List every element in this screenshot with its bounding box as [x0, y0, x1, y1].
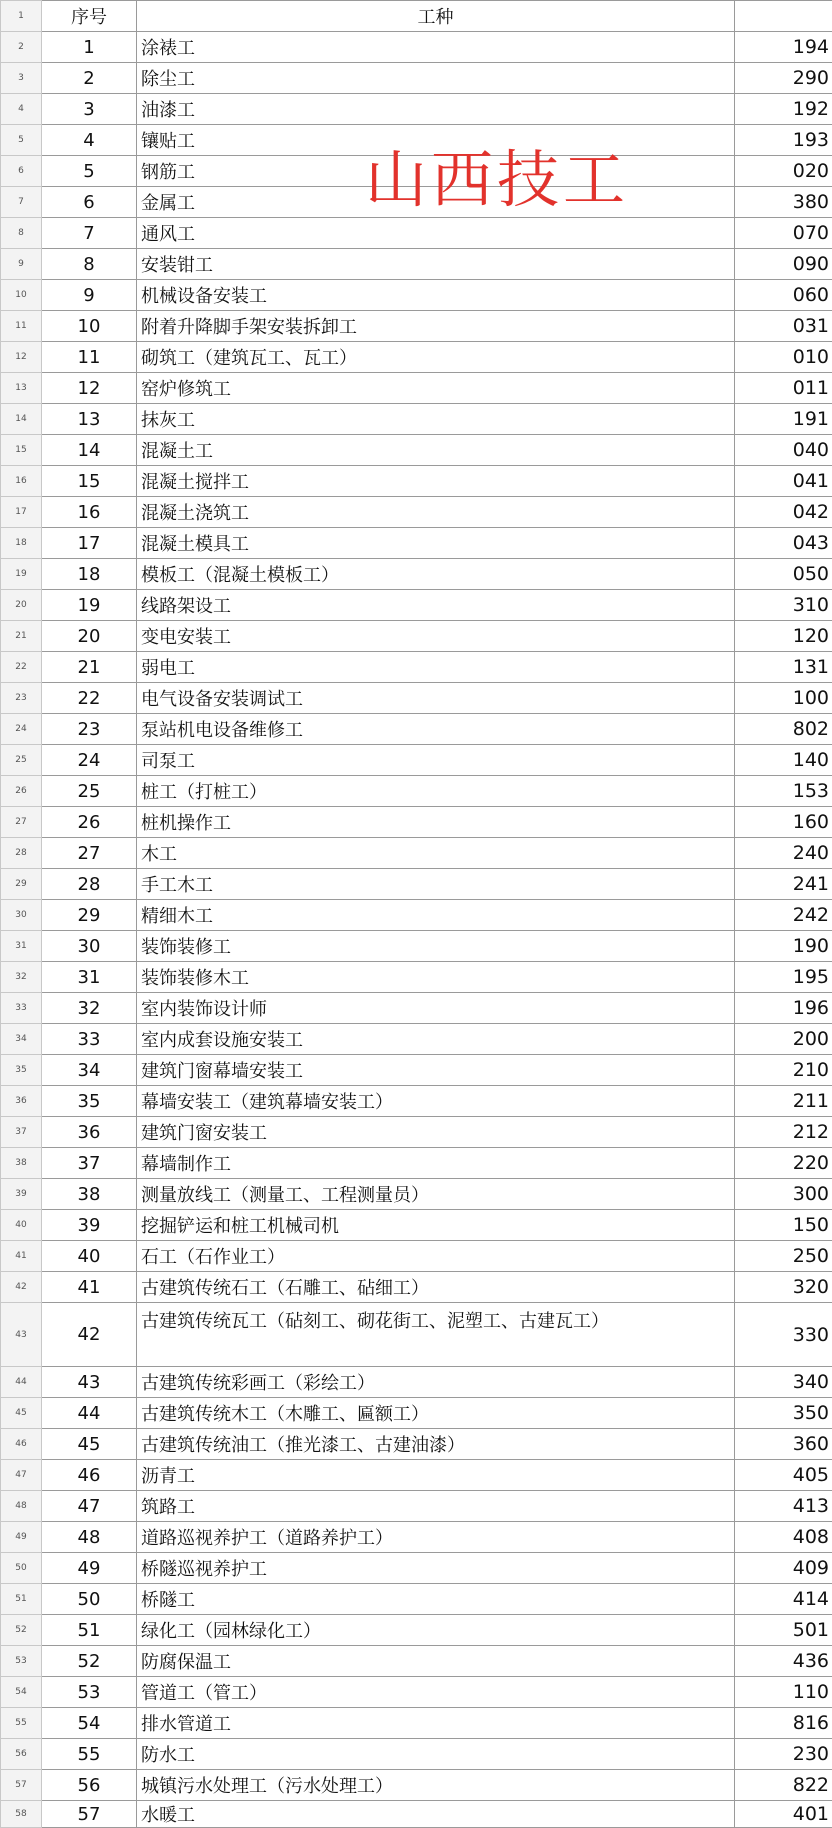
row-number[interactable]: 34 — [1, 1024, 42, 1055]
work-type-cell[interactable]: 古建筑传统木工（木雕工、匾额工） — [137, 1398, 735, 1429]
seq-cell[interactable]: 48 — [42, 1522, 137, 1553]
table-row — [1, 714, 832, 745]
seq-cell[interactable]: 32 — [42, 993, 137, 1024]
table-row — [1, 1739, 832, 1770]
seq-cell[interactable]: 43 — [42, 1367, 137, 1398]
seq-cell[interactable]: 18 — [42, 559, 137, 590]
code-cell[interactable]: 822 — [735, 1770, 832, 1801]
seq-cell[interactable]: 42 — [42, 1303, 137, 1367]
row-number[interactable]: 52 — [1, 1615, 42, 1646]
row-number[interactable]: 3 — [1, 63, 42, 94]
table-row — [1, 125, 832, 156]
work-type-cell[interactable]: 室内成套设施安装工 — [137, 1024, 735, 1055]
work-type-cell[interactable]: 砌筑工（建筑瓦工、瓦工） — [137, 342, 735, 373]
code-cell[interactable]: 060 — [735, 280, 832, 311]
seq-cell[interactable]: 1 — [42, 32, 137, 63]
row-number[interactable]: 13 — [1, 373, 42, 404]
seq-cell[interactable]: 34 — [42, 1055, 137, 1086]
table-row — [1, 590, 832, 621]
row-number[interactable]: 36 — [1, 1086, 42, 1117]
code-cell[interactable]: 011 — [735, 373, 832, 404]
table-row — [1, 1241, 832, 1272]
work-type-cell[interactable]: 抹灰工 — [137, 404, 735, 435]
row-number[interactable]: 57 — [1, 1770, 42, 1801]
code-cell[interactable]: 240 — [735, 838, 832, 869]
work-type-cell[interactable]: 室内装饰设计师 — [137, 993, 735, 1024]
seq-cell[interactable]: 41 — [42, 1272, 137, 1303]
seq-cell[interactable]: 56 — [42, 1770, 137, 1801]
work-type-cell[interactable]: 精细木工 — [137, 900, 735, 931]
code-cell[interactable]: 194 — [735, 32, 832, 63]
work-type-cell[interactable]: 镶贴工 — [137, 125, 735, 156]
seq-cell[interactable]: 12 — [42, 373, 137, 404]
row-number[interactable]: 40 — [1, 1210, 42, 1241]
work-type-cell[interactable]: 排水管道工 — [137, 1708, 735, 1739]
row-number[interactable]: 20 — [1, 590, 42, 621]
row-number[interactable]: 41 — [1, 1241, 42, 1272]
work-type-cell[interactable]: 桥隧工 — [137, 1584, 735, 1615]
code-cell[interactable]: 070 — [735, 218, 832, 249]
row-number[interactable]: 25 — [1, 745, 42, 776]
table-row — [1, 838, 832, 869]
table-row — [1, 652, 832, 683]
table-row — [1, 94, 832, 125]
header-work-type[interactable]: 工种 — [137, 1, 735, 32]
seq-cell[interactable]: 23 — [42, 714, 137, 745]
table-row — [1, 1148, 832, 1179]
row-number[interactable]: 9 — [1, 249, 42, 280]
work-type-cell[interactable]: 除尘工 — [137, 63, 735, 94]
table-row — [1, 1584, 832, 1615]
seq-cell[interactable]: 37 — [42, 1148, 137, 1179]
table-row — [1, 1303, 832, 1367]
work-type-cell[interactable]: 古建筑传统油工（推光漆工、古建油漆） — [137, 1429, 735, 1460]
table-row — [1, 900, 832, 931]
work-type-cell[interactable]: 石工（石作业工） — [137, 1241, 735, 1272]
table-row — [1, 466, 832, 497]
work-type-cell[interactable]: 装饰装修工 — [137, 931, 735, 962]
seq-cell[interactable]: 40 — [42, 1241, 137, 1272]
seq-cell[interactable]: 3 — [42, 94, 137, 125]
table-row — [1, 1460, 832, 1491]
work-type-cell[interactable]: 油漆工 — [137, 94, 735, 125]
work-type-cell[interactable]: 筑路工 — [137, 1491, 735, 1522]
seq-cell[interactable]: 10 — [42, 311, 137, 342]
work-type-cell[interactable]: 古建筑传统石工（石雕工、砧细工） — [137, 1272, 735, 1303]
work-type-cell[interactable]: 防水工 — [137, 1739, 735, 1770]
row-number[interactable]: 31 — [1, 931, 42, 962]
table-row — [1, 187, 832, 218]
work-type-cell[interactable]: 古建筑传统彩画工（彩绘工） — [137, 1367, 735, 1398]
work-type-cell[interactable]: 管道工（管工） — [137, 1677, 735, 1708]
seq-cell[interactable]: 49 — [42, 1553, 137, 1584]
table-row — [1, 1491, 832, 1522]
table-row — [1, 807, 832, 838]
row-number[interactable]: 7 — [1, 187, 42, 218]
row-number[interactable]: 12 — [1, 342, 42, 373]
seq-cell[interactable]: 45 — [42, 1429, 137, 1460]
code-cell[interactable]: 020 — [735, 156, 832, 187]
table-row — [1, 1086, 832, 1117]
row-number[interactable]: 32 — [1, 962, 42, 993]
code-cell[interactable]: 050 — [735, 559, 832, 590]
row-number[interactable]: 37 — [1, 1117, 42, 1148]
row-number[interactable]: 55 — [1, 1708, 42, 1739]
table-row — [1, 1272, 832, 1303]
code-cell[interactable]: 196 — [735, 993, 832, 1024]
work-type-cell[interactable]: 建筑门窗幕墙安装工 — [137, 1055, 735, 1086]
table-row — [1, 373, 832, 404]
seq-cell[interactable]: 8 — [42, 249, 137, 280]
work-type-cell[interactable]: 木工 — [137, 838, 735, 869]
work-type-cell[interactable]: 桩机操作工 — [137, 807, 735, 838]
seq-cell[interactable]: 38 — [42, 1179, 137, 1210]
row-number[interactable]: 16 — [1, 466, 42, 497]
table-row — [1, 869, 832, 900]
row-number[interactable]: 54 — [1, 1677, 42, 1708]
table-row — [1, 1770, 832, 1801]
code-cell[interactable]: 043 — [735, 528, 832, 559]
row-number[interactable]: 45 — [1, 1398, 42, 1429]
table-row — [1, 1801, 832, 1828]
code-cell[interactable]: 010 — [735, 342, 832, 373]
row-number[interactable]: 50 — [1, 1553, 42, 1584]
row-number[interactable]: 1 — [1, 1, 42, 32]
seq-cell[interactable]: 53 — [42, 1677, 137, 1708]
row-number[interactable]: 33 — [1, 993, 42, 1024]
seq-cell[interactable]: 6 — [42, 187, 137, 218]
row-number[interactable]: 51 — [1, 1584, 42, 1615]
table-row — [1, 1398, 832, 1429]
row-number[interactable]: 5 — [1, 125, 42, 156]
row-number[interactable]: 58 — [1, 1801, 42, 1828]
code-cell[interactable]: 110 — [735, 1677, 832, 1708]
row-number[interactable]: 29 — [1, 869, 42, 900]
code-cell[interactable]: 160 — [735, 807, 832, 838]
seq-cell[interactable]: 19 — [42, 590, 137, 621]
code-cell[interactable]: 193 — [735, 125, 832, 156]
work-type-cell[interactable]: 防腐保温工 — [137, 1646, 735, 1677]
table-row — [1, 931, 832, 962]
work-type-cell[interactable]: 安装钳工 — [137, 249, 735, 280]
code-cell[interactable]: 310 — [735, 590, 832, 621]
table-row — [1, 1024, 832, 1055]
seq-cell[interactable]: 33 — [42, 1024, 137, 1055]
row-number[interactable]: 46 — [1, 1429, 42, 1460]
work-type-cell[interactable]: 混凝土搅拌工 — [137, 466, 735, 497]
seq-cell[interactable]: 17 — [42, 528, 137, 559]
code-cell[interactable]: 195 — [735, 962, 832, 993]
table-row — [1, 1179, 832, 1210]
code-cell[interactable]: 040 — [735, 435, 832, 466]
row-number[interactable]: 56 — [1, 1739, 42, 1770]
code-cell[interactable]: 100 — [735, 683, 832, 714]
row-number[interactable]: 53 — [1, 1646, 42, 1677]
table-row — [1, 1615, 832, 1646]
code-cell[interactable]: 250 — [735, 1241, 832, 1272]
table-row — [1, 962, 832, 993]
header-row — [1, 1, 832, 32]
seq-cell[interactable]: 55 — [42, 1739, 137, 1770]
table-row — [1, 1429, 832, 1460]
code-cell[interactable]: 408 — [735, 1522, 832, 1553]
seq-cell[interactable]: 35 — [42, 1086, 137, 1117]
work-type-cell[interactable]: 涂裱工 — [137, 32, 735, 63]
table-row — [1, 63, 832, 94]
work-type-cell[interactable]: 窑炉修筑工 — [137, 373, 735, 404]
table-row — [1, 745, 832, 776]
seq-cell[interactable]: 36 — [42, 1117, 137, 1148]
work-type-cell[interactable]: 幕墙安装工（建筑幕墙安装工） — [137, 1086, 735, 1117]
work-type-cell[interactable]: 司泵工 — [137, 745, 735, 776]
table-row — [1, 559, 832, 590]
code-cell[interactable]: 120 — [735, 621, 832, 652]
row-number[interactable]: 44 — [1, 1367, 42, 1398]
row-number[interactable]: 10 — [1, 280, 42, 311]
code-cell[interactable]: 340 — [735, 1367, 832, 1398]
table-row — [1, 1646, 832, 1677]
code-cell[interactable]: 200 — [735, 1024, 832, 1055]
code-cell[interactable]: 300 — [735, 1179, 832, 1210]
table-row — [1, 404, 832, 435]
row-number[interactable]: 17 — [1, 497, 42, 528]
row-number[interactable]: 48 — [1, 1491, 42, 1522]
code-cell[interactable]: 042 — [735, 497, 832, 528]
code-cell[interactable]: 031 — [735, 311, 832, 342]
seq-cell[interactable]: 16 — [42, 497, 137, 528]
seq-cell[interactable]: 4 — [42, 125, 137, 156]
row-number[interactable]: 22 — [1, 652, 42, 683]
seq-cell[interactable]: 22 — [42, 683, 137, 714]
work-type-cell[interactable]: 通风工 — [137, 218, 735, 249]
seq-cell[interactable]: 21 — [42, 652, 137, 683]
seq-cell[interactable]: 14 — [42, 435, 137, 466]
code-cell[interactable]: 360 — [735, 1429, 832, 1460]
code-cell[interactable]: 190 — [735, 931, 832, 962]
work-type-cell[interactable]: 机械设备安装工 — [137, 280, 735, 311]
seq-cell[interactable]: 28 — [42, 869, 137, 900]
row-number[interactable]: 24 — [1, 714, 42, 745]
table-row — [1, 1367, 832, 1398]
row-number[interactable]: 14 — [1, 404, 42, 435]
code-cell[interactable]: 090 — [735, 249, 832, 280]
table-row — [1, 280, 832, 311]
work-type-cell[interactable]: 古建筑传统瓦工（砧刻工、砌花街工、泥塑工、古建瓦工） — [137, 1303, 735, 1367]
table-row — [1, 32, 832, 63]
row-number[interactable]: 2 — [1, 32, 42, 63]
seq-cell[interactable]: 13 — [42, 404, 137, 435]
work-type-cell[interactable]: 混凝土模具工 — [137, 528, 735, 559]
code-cell[interactable]: 290 — [735, 63, 832, 94]
code-cell[interactable]: 192 — [735, 94, 832, 125]
seq-cell[interactable]: 20 — [42, 621, 137, 652]
table-row — [1, 1055, 832, 1086]
code-cell[interactable]: 405 — [735, 1460, 832, 1491]
table-row — [1, 1117, 832, 1148]
code-cell[interactable]: 330 — [735, 1303, 832, 1367]
code-cell[interactable]: 802 — [735, 714, 832, 745]
seq-cell[interactable]: 24 — [42, 745, 137, 776]
work-type-cell[interactable]: 泵站机电设备维修工 — [137, 714, 735, 745]
code-cell[interactable]: 191 — [735, 404, 832, 435]
row-number[interactable]: 30 — [1, 900, 42, 931]
table-row — [1, 1677, 832, 1708]
row-number[interactable]: 38 — [1, 1148, 42, 1179]
row-number[interactable]: 15 — [1, 435, 42, 466]
work-type-cell[interactable]: 桩工（打桩工） — [137, 776, 735, 807]
header-seq[interactable]: 序号 — [42, 1, 137, 32]
code-cell[interactable]: 210 — [735, 1055, 832, 1086]
row-number[interactable]: 35 — [1, 1055, 42, 1086]
table-row — [1, 342, 832, 373]
table-row — [1, 435, 832, 466]
seq-cell[interactable]: 44 — [42, 1398, 137, 1429]
work-type-cell[interactable]: 幕墙制作工 — [137, 1148, 735, 1179]
row-number[interactable]: 43 — [1, 1303, 42, 1367]
row-number[interactable]: 27 — [1, 807, 42, 838]
work-type-cell[interactable]: 变电安装工 — [137, 621, 735, 652]
work-type-cell[interactable]: 附着升降脚手架安装拆卸工 — [137, 311, 735, 342]
code-cell[interactable]: 401 — [735, 1801, 832, 1828]
table-row — [1, 156, 832, 187]
table-row — [1, 497, 832, 528]
seq-cell[interactable]: 15 — [42, 466, 137, 497]
code-cell[interactable]: 242 — [735, 900, 832, 931]
row-number[interactable]: 4 — [1, 94, 42, 125]
work-type-cell[interactable]: 弱电工 — [137, 652, 735, 683]
seq-cell[interactable]: 31 — [42, 962, 137, 993]
seq-cell[interactable]: 46 — [42, 1460, 137, 1491]
row-number[interactable]: 26 — [1, 776, 42, 807]
code-cell[interactable]: 153 — [735, 776, 832, 807]
seq-cell[interactable]: 30 — [42, 931, 137, 962]
row-number[interactable]: 21 — [1, 621, 42, 652]
work-type-cell[interactable]: 绿化工（园林绿化工） — [137, 1615, 735, 1646]
code-cell[interactable]: 350 — [735, 1398, 832, 1429]
seq-cell[interactable]: 9 — [42, 280, 137, 311]
work-type-cell[interactable]: 沥青工 — [137, 1460, 735, 1491]
code-cell[interactable]: 414 — [735, 1584, 832, 1615]
work-type-cell[interactable]: 钢筋工 — [137, 156, 735, 187]
table-row — [1, 249, 832, 280]
seq-cell[interactable]: 29 — [42, 900, 137, 931]
work-type-cell[interactable]: 测量放线工（测量工、工程测量员） — [137, 1179, 735, 1210]
table-row — [1, 311, 832, 342]
row-number[interactable]: 28 — [1, 838, 42, 869]
seq-cell[interactable]: 7 — [42, 218, 137, 249]
code-cell[interactable]: 212 — [735, 1117, 832, 1148]
code-cell[interactable]: 380 — [735, 187, 832, 218]
code-cell[interactable]: 241 — [735, 869, 832, 900]
work-type-cell[interactable]: 道路巡视养护工（道路养护工） — [137, 1522, 735, 1553]
code-cell[interactable]: 211 — [735, 1086, 832, 1117]
watermark-text: 山西技工 — [365, 130, 629, 219]
work-type-cell[interactable]: 桥隧巡视养护工 — [137, 1553, 735, 1584]
seq-cell[interactable]: 11 — [42, 342, 137, 373]
work-type-cell[interactable]: 金属工 — [137, 187, 735, 218]
table-row — [1, 1522, 832, 1553]
table-row — [1, 776, 832, 807]
row-number[interactable]: 6 — [1, 156, 42, 187]
seq-cell[interactable]: 26 — [42, 807, 137, 838]
work-type-cell[interactable]: 模板工（混凝土模板工） — [137, 559, 735, 590]
code-cell[interactable]: 150 — [735, 1210, 832, 1241]
code-cell[interactable]: 413 — [735, 1491, 832, 1522]
row-number[interactable]: 11 — [1, 311, 42, 342]
row-number[interactable]: 19 — [1, 559, 42, 590]
seq-cell[interactable]: 50 — [42, 1584, 137, 1615]
code-cell[interactable]: 140 — [735, 745, 832, 776]
work-type-cell[interactable]: 装饰装修木工 — [137, 962, 735, 993]
seq-cell[interactable]: 39 — [42, 1210, 137, 1241]
code-cell[interactable]: 041 — [735, 466, 832, 497]
table-row — [1, 1708, 832, 1739]
row-number[interactable]: 18 — [1, 528, 42, 559]
code-cell[interactable]: 436 — [735, 1646, 832, 1677]
table-row — [1, 993, 832, 1024]
seq-cell[interactable]: 2 — [42, 63, 137, 94]
row-number[interactable]: 39 — [1, 1179, 42, 1210]
work-type-cell[interactable]: 混凝土浇筑工 — [137, 497, 735, 528]
row-number[interactable]: 23 — [1, 683, 42, 714]
seq-cell[interactable]: 5 — [42, 156, 137, 187]
row-number[interactable]: 47 — [1, 1460, 42, 1491]
seq-cell[interactable]: 47 — [42, 1491, 137, 1522]
table-row — [1, 528, 832, 559]
row-number[interactable]: 49 — [1, 1522, 42, 1553]
seq-cell[interactable]: 52 — [42, 1646, 137, 1677]
code-cell[interactable]: 816 — [735, 1708, 832, 1739]
table-row — [1, 1553, 832, 1584]
code-cell[interactable]: 220 — [735, 1148, 832, 1179]
code-cell[interactable]: 501 — [735, 1615, 832, 1646]
code-cell[interactable]: 409 — [735, 1553, 832, 1584]
code-cell[interactable]: 131 — [735, 652, 832, 683]
seq-cell[interactable]: 51 — [42, 1615, 137, 1646]
seq-cell[interactable]: 57 — [42, 1801, 137, 1828]
work-type-cell[interactable]: 挖掘铲运和桩工机械司机 — [137, 1210, 735, 1241]
work-type-cell[interactable]: 线路架设工 — [137, 590, 735, 621]
work-type-cell[interactable]: 手工木工 — [137, 869, 735, 900]
seq-cell[interactable]: 54 — [42, 1708, 137, 1739]
work-type-cell[interactable]: 建筑门窗安装工 — [137, 1117, 735, 1148]
table-row — [1, 1210, 832, 1241]
work-type-cell[interactable]: 水暖工 — [137, 1801, 735, 1828]
row-number[interactable]: 8 — [1, 218, 42, 249]
work-type-cell[interactable]: 城镇污水处理工（污水处理工） — [137, 1770, 735, 1801]
code-cell[interactable]: 230 — [735, 1739, 832, 1770]
work-type-cell[interactable]: 电气设备安装调试工 — [137, 683, 735, 714]
table-row — [1, 218, 832, 249]
seq-cell[interactable]: 25 — [42, 776, 137, 807]
table-row — [1, 621, 832, 652]
seq-cell[interactable]: 27 — [42, 838, 137, 869]
work-type-cell[interactable]: 混凝土工 — [137, 435, 735, 466]
header-code[interactable] — [735, 1, 832, 32]
row-number[interactable]: 42 — [1, 1272, 42, 1303]
table-row — [1, 683, 832, 714]
code-cell[interactable]: 320 — [735, 1272, 832, 1303]
